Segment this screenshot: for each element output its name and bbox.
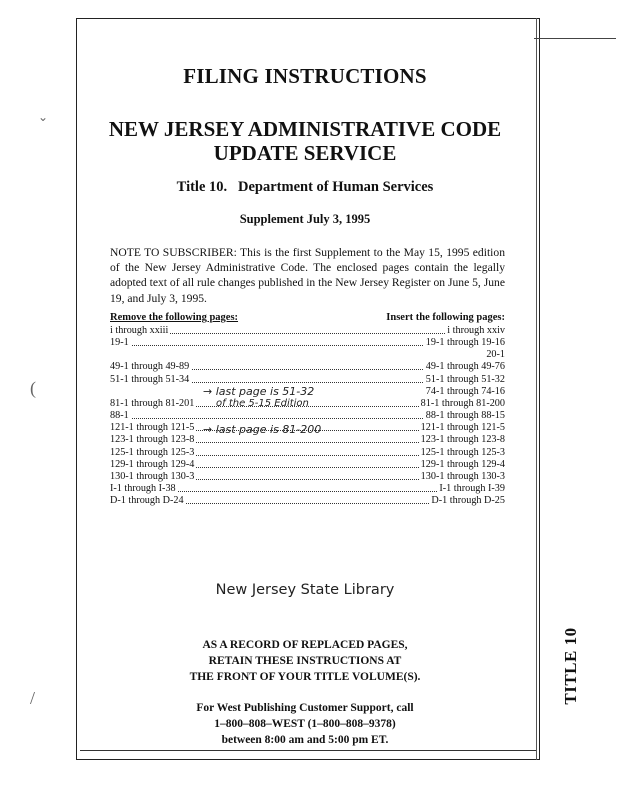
code-title-line1: NEW JERSEY ADMINISTRATIVE CODE (108, 117, 502, 141)
remove-pages: 81-1 through 81-201 (110, 397, 195, 409)
table-row (110, 337, 505, 349)
insert-pages: 121-1 through 121-5 (420, 422, 505, 434)
insert-pages: 130-1 through 130-3 (420, 470, 505, 482)
support-line-2: 1–800–808–WEST (1–800–808–9378) (214, 718, 396, 730)
record-line-3: THE FRONT OF YOUR TITLE VOLUME(S). (189, 671, 421, 683)
table-row (110, 447, 505, 459)
table-row (110, 495, 505, 507)
table-row (110, 459, 505, 471)
department-heading: Title 10. Department of Human Services (176, 179, 434, 195)
remove-pages: 88-1 (110, 410, 129, 422)
record-line-2: RETAIN THESE INSTRUCTIONS AT (208, 655, 402, 667)
remove-pages: i through xxiii (110, 325, 169, 336)
remove-pages: 49-1 through 49-89 (110, 361, 190, 373)
handwritten-note-1: → last page is 51-32 (203, 385, 315, 398)
remove-pages: 125-1 through 125-3 (110, 446, 195, 458)
record-line-1: AS A RECORD OF REPLACED PAGES, (202, 639, 408, 651)
customer-support-info (80, 700, 530, 748)
insert-pages: 74-1 through 74-16 (425, 385, 505, 397)
insert-pages: 88-1 through 88-15 (425, 410, 505, 422)
record-notice (80, 637, 530, 685)
remove-pages: 121-1 through 121-5 (110, 422, 195, 434)
remove-pages: 129-1 through 129-4 (110, 458, 195, 470)
insert-pages: 20-1 (486, 349, 505, 361)
table-row (110, 483, 505, 495)
insert-pages: i through xxiv (447, 325, 505, 336)
handwritten-note-2: of the 5-15 Edition (216, 398, 309, 409)
table-row (110, 374, 505, 386)
table-row (110, 325, 505, 337)
insert-pages: D-1 through D-25 (431, 495, 505, 507)
insert-pages: I-1 through I-39 (439, 482, 505, 494)
remove-pages: D-1 through D-24 (110, 495, 184, 507)
table-row (110, 471, 505, 483)
subscriber-note: NOTE TO SUBSCRIBER: This is the first Supplement to the May 15, 1995 edition of the New Jersey Administrative Code. The enclosed pages contain the legally adopted text of all rule changes published in the New Jersey Register on June 5, June 19, and July 3, 1995. (110, 246, 505, 305)
tab-top-line (534, 38, 616, 39)
remove-column-header: Remove the following pages: (110, 312, 239, 323)
title-tab-label: TITLE 10 (561, 627, 580, 705)
code-title-line2: UPDATE SERVICE (213, 141, 397, 165)
handwritten-note-3: → last page is 81-200 (203, 423, 322, 436)
remove-pages: 19-1 (110, 337, 129, 349)
page-title: FILING INSTRUCTIONS (183, 64, 427, 88)
insert-pages: 129-1 through 129-4 (420, 458, 505, 470)
support-line-3: between 8:00 am and 5:00 pm ET. (221, 734, 389, 746)
remove-pages: 123-1 through 123-8 (110, 434, 195, 446)
table-row (110, 434, 505, 446)
remove-pages: 51-1 through 51-34 (110, 373, 190, 385)
insert-pages: 19-1 through 19-16 (425, 337, 505, 349)
remove-pages: I-1 through I-38 (110, 482, 176, 494)
insert-column-header: Insert the following pages: (386, 312, 505, 323)
margin-mark-3: / (30, 688, 36, 708)
table-row (110, 349, 505, 361)
table-row (110, 410, 505, 422)
insert-pages: 49-1 through 49-76 (425, 361, 505, 373)
insert-pages: 123-1 through 123-8 (420, 434, 505, 446)
remove-pages: 130-1 through 130-3 (110, 470, 195, 482)
support-line-1: For West Publishing Customer Support, call (196, 702, 414, 714)
margin-mark-2: ( (30, 378, 36, 398)
insert-pages: 81-1 through 81-200 (420, 397, 505, 409)
insert-pages: 125-1 through 125-3 (420, 446, 505, 458)
insert-pages: 51-1 through 51-32 (425, 373, 505, 385)
table-row (110, 361, 505, 373)
library-stamp: New Jersey State Library (215, 582, 395, 598)
margin-mark-1: ⌄ (38, 110, 49, 124)
supplement-date: Supplement July 3, 1995 (239, 212, 371, 226)
bottom-rule (80, 750, 536, 751)
tab-divider-line (536, 18, 537, 760)
title-tab (560, 612, 582, 722)
